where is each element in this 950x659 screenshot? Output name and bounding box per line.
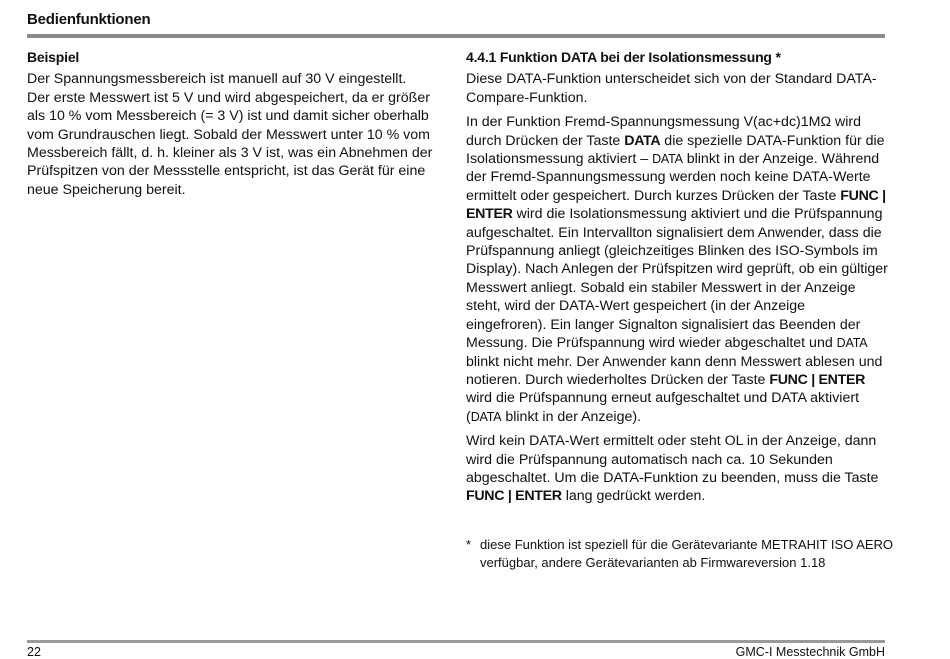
text-run: blinkt in der Anzeige. Während der Fremd-Spannungsmessung werden noch keine DATA-Werte ermittelt oder gespeichert. Durch kurzes Drücken der Taste	[466, 151, 880, 204]
text-run: blinkt nicht mehr. Der Anwender kann denn Messwert ablesen und notieren. Durch wiederholtes Drücken der Taste	[466, 353, 883, 388]
example-line-1: Der Spannungsmessbereich ist manuell auf 30 V eingestellt.	[27, 71, 407, 88]
display-data: DATA	[836, 336, 868, 351]
text-run: In der Funktion Fremd-Spannungsmessung V(ac+dc)1MΩ wird durch Drücken der Taste	[466, 114, 862, 149]
left-column	[27, 48, 445, 199]
text-run: blinkt in der Anzeige).	[501, 408, 642, 425]
example-paragraph: Der erste Messwert ist 5 V und wird abgespeichert, da er größer als 10 % vom Messbereich (= 3 V) ist und damit sicher oberhalb vom Grundrauschen liegt. Sobald der Messwert unter 10 % vom Messbereich fällt, d. h. kleiner als 3 V ist, was ein Abnehmen der Prüfspitzen von der Messstelle entspricht, ist das Gerät für eine neue Speicherung bereit.	[27, 89, 433, 198]
display-data: DATA	[652, 152, 683, 167]
footer-divider	[27, 640, 885, 643]
key-func-enter: FUNC | ENTER	[466, 187, 886, 223]
page-header-title: Bedienfunktionen	[27, 11, 151, 28]
intro-paragraph: Diese DATA-Funktion unterscheidet sich von der Standard DATA-Compare-Funktion.	[466, 71, 877, 106]
section-heading: 4.4.1 Funktion DATA bei der Isolationsmessung *	[466, 49, 781, 65]
key-func-enter: FUNC | ENTER	[769, 371, 866, 388]
end-paragraph	[466, 432, 888, 506]
procedure-paragraph	[466, 113, 888, 426]
company-name: GMC-I Messtechnik GmbH	[735, 645, 885, 659]
text-run: lang gedrückt werden.	[561, 488, 706, 505]
key-func-enter: FUNC | ENTER	[466, 488, 562, 505]
footnote-mark: *	[466, 537, 472, 552]
display-data: DATA	[470, 409, 502, 424]
text-run: wird die Prüfspannung erneut aufgeschaltet und DATA aktiviert (	[466, 390, 860, 425]
right-column	[466, 48, 888, 512]
text-run: die spezielle DATA-Funktion für die Isolationsmessung aktiviert –	[466, 132, 885, 168]
text-run: wird die Isolationsmessung aktiviert und die Prüfspannung aufgeschaltet. Ein Intervallton signalisiert dem Anwender, dass die Prüfspannung anliegt (gleichzeitiges Blinken des ISO-Symbols im Display). Nach Anlegen der Prüfspitzen wird geprüft, ob ein gültiger Messwert anliegt. Sobald ein stabiler Messwert in der Anzeige steht, wird der DATA-Wert gespeichert (in der Anzeige eingefroren). Ein langer Signalton signalisiert das Beenden der Messung. Die Prüfspannung wird wieder abgeschaltet und	[466, 206, 888, 352]
example-heading: Beispiel	[27, 49, 80, 65]
footnote	[466, 536, 896, 572]
page-number: 22	[27, 645, 41, 659]
header-divider	[27, 34, 885, 38]
key-data: DATA	[624, 132, 661, 149]
text-run: Wird kein DATA-Wert ermittelt oder steht OL in der Anzeige, dann wird die Prüfspannung automatisch nach ca. 10 Sekunden abgeschaltet. Um die DATA-Funktion zu beenden, muss die Taste	[466, 433, 879, 486]
footnote-text: diese Funktion ist speziell für die Gerätevariante METRAHIT ISO AERO verfügbar, andere Gerätevarianten ab Firmwareversion 1.18	[480, 537, 894, 570]
